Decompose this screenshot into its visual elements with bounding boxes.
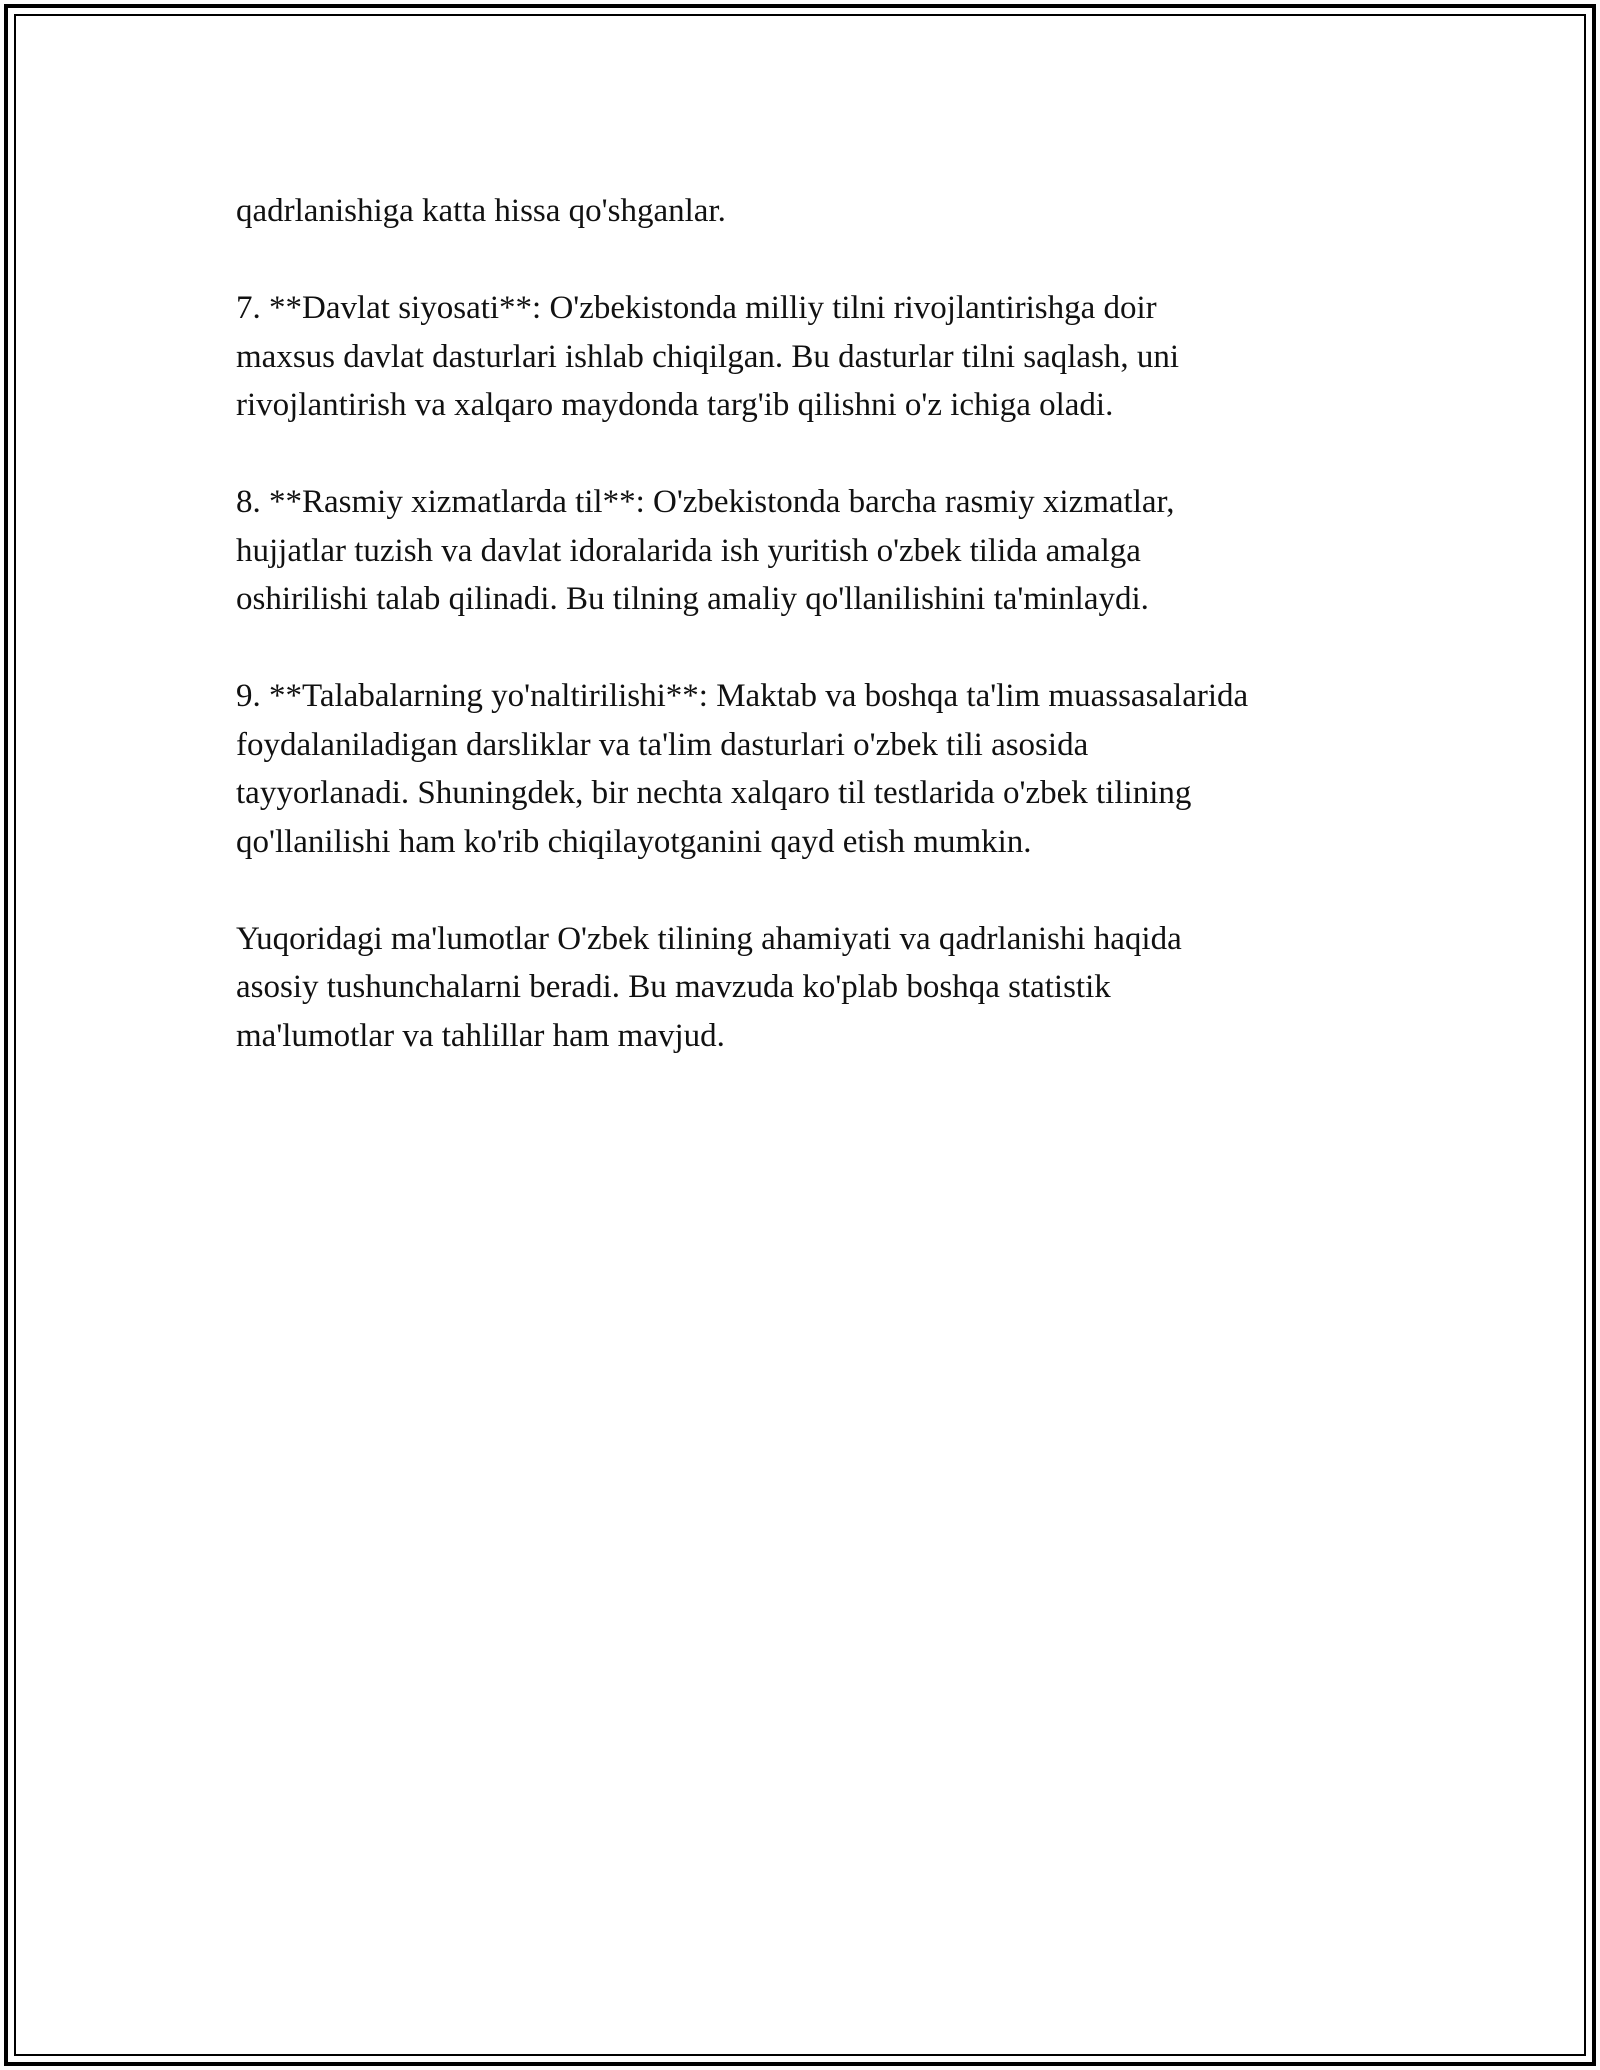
- text-line: hujjatlar tuzish va davlat idoralarida ish yuritish o'zbek tilida amalga: [236, 532, 1141, 569]
- document-body: [236, 187, 1416, 1060]
- paragraph-spacer: [236, 236, 1416, 285]
- text-line: ma'lumotlar va tahlillar ham mavjud.: [236, 1017, 725, 1054]
- text-line: qadrlanishiga katta hissa qo'shganlar.: [236, 193, 726, 229]
- paragraph-item-9: [236, 672, 1416, 866]
- text-line: rivojlantirish va xalqaro maydonda targ'ib qilishni o'z ichiga oladi.: [236, 387, 1114, 423]
- paragraph-spacer: [236, 866, 1416, 915]
- text-line: foydalaniladigan darsliklar va ta'lim dasturlari o'zbek tili asosida: [236, 726, 1089, 763]
- paragraph-item-8: [236, 478, 1416, 624]
- paragraph-continuation: [236, 187, 1416, 236]
- text-line: qo'llanilishi ham ko'rib chiqilayotganini qayd etish mumkin.: [236, 823, 1032, 860]
- paragraph-spacer: [236, 624, 1416, 673]
- text-line: asosiy tushunchalarni beradi. Bu mavzuda ko'plab boshqa statistik: [236, 969, 1111, 1005]
- text-line: 9. **Talabalarning yo'naltirilishi**: Maktab va boshqa ta'lim muassasalarida: [236, 678, 1249, 714]
- text-line: 8. **Rasmiy xizmatlarda til**: O'zbekistonda barcha rasmiy xizmatlar,: [236, 484, 1175, 520]
- text-line: oshirilishi talab qilinadi. Bu tilning amaliy qo'llanilishini ta'minlaydi.: [236, 581, 1149, 617]
- text-line: tayyorlanadi. Shuningdek, bir nechta xalqaro til testlarida o'zbek tilining: [236, 775, 1192, 811]
- paragraph-conclusion: [236, 915, 1416, 1061]
- paragraph-item-7: [236, 284, 1416, 430]
- paragraph-spacer: [236, 430, 1416, 479]
- text-line: Yuqoridagi ma'lumotlar O'zbek tilining ahamiyati va qadrlanishi haqida: [236, 920, 1182, 957]
- text-line: maxsus davlat dasturlari ishlab chiqilgan. Bu dasturlar tilni saqlash, uni: [236, 338, 1180, 375]
- text-line: 7. **Davlat siyosati**: O'zbekistonda milliy tilni rivojlantirishga doir: [236, 290, 1157, 326]
